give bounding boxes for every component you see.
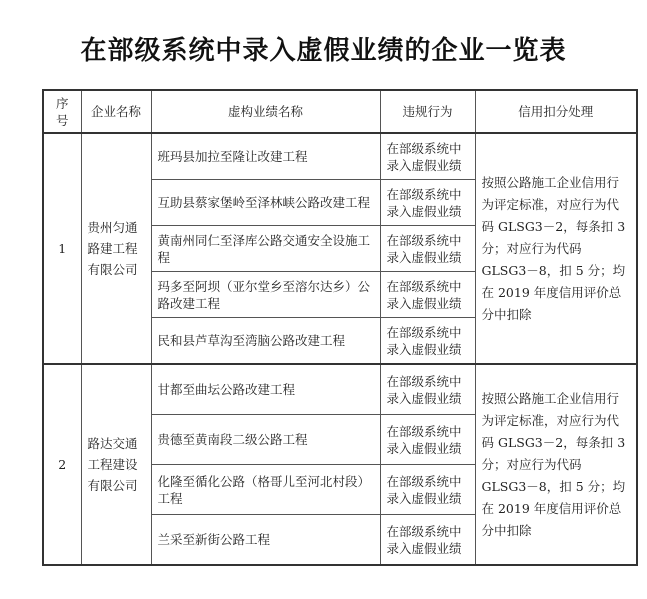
violation-text: 在部级系统中录入虚假业绩 (380, 318, 475, 365)
project-name: 兰采至新街公路工程 (151, 515, 380, 566)
table-row (43, 364, 637, 415)
violation-text: 在部级系统中录入虚假业绩 (380, 465, 475, 515)
table-row (43, 133, 637, 180)
header-credit-penalty: 信用扣分处理 (475, 90, 637, 133)
header-row (43, 90, 637, 133)
header-serial-no: 序号 (43, 90, 81, 133)
violation-text: 在部级系统中录入虚假业绩 (380, 226, 475, 272)
company-name: 路达交通工程建设有限公司 (81, 364, 151, 565)
project-name: 民和县芦草沟至湾脑公路改建工程 (151, 318, 380, 365)
serial-number: 2 (43, 364, 81, 565)
serial-number: 1 (43, 133, 81, 364)
penalty-text: 按照公路施工企业信用行为评定标准，对应行为代码 GLSG3－2，每条扣 3 分；对应行为代码 GLSG3－8，扣 5 分；均在 2019 年度信用评价总分中扣除 (475, 133, 637, 364)
penalty-text: 按照公路施工企业信用行为评定标准，对应行为代码 GLSG3－2，每条扣 3 分；对应行为代码 GLSG3－8，扣 5 分；均在 2019 年度信用评价总分中扣除 (475, 364, 637, 565)
header-company-name: 企业名称 (81, 90, 151, 133)
violation-text: 在部级系统中录入虚假业绩 (380, 364, 475, 415)
header-violation: 违规行为 (380, 90, 475, 133)
project-name: 玛多至阿坝（亚尔堂乡至溶尔达乡）公路改建工程 (151, 272, 380, 318)
project-name: 甘都至曲坛公路改建工程 (151, 364, 380, 415)
records-table (42, 89, 638, 566)
company-name: 贵州匀通路建工程有限公司 (81, 133, 151, 364)
violation-text: 在部级系统中录入虚假业绩 (380, 415, 475, 465)
project-name: 化隆至循化公路（格哥儿至河北村段）工程 (151, 465, 380, 515)
violation-text: 在部级系统中录入虚假业绩 (380, 272, 475, 318)
page-title: 在部级系统中录入虚假业绩的企业一览表 (80, 36, 567, 66)
project-name: 贵德至黄南段二级公路工程 (151, 415, 380, 465)
header-project-name: 虚构业绩名称 (151, 90, 380, 133)
project-name: 班玛县加拉至隆让改建工程 (151, 133, 380, 180)
violation-text: 在部级系统中录入虚假业绩 (380, 180, 475, 226)
project-name: 互助县蔡家堡岭至泽林峡公路改建工程 (151, 180, 380, 226)
violation-text: 在部级系统中录入虚假业绩 (380, 515, 475, 566)
project-name: 黄南州同仁至泽库公路交通安全设施工程 (151, 226, 380, 272)
violation-text: 在部级系统中录入虚假业绩 (380, 133, 475, 180)
